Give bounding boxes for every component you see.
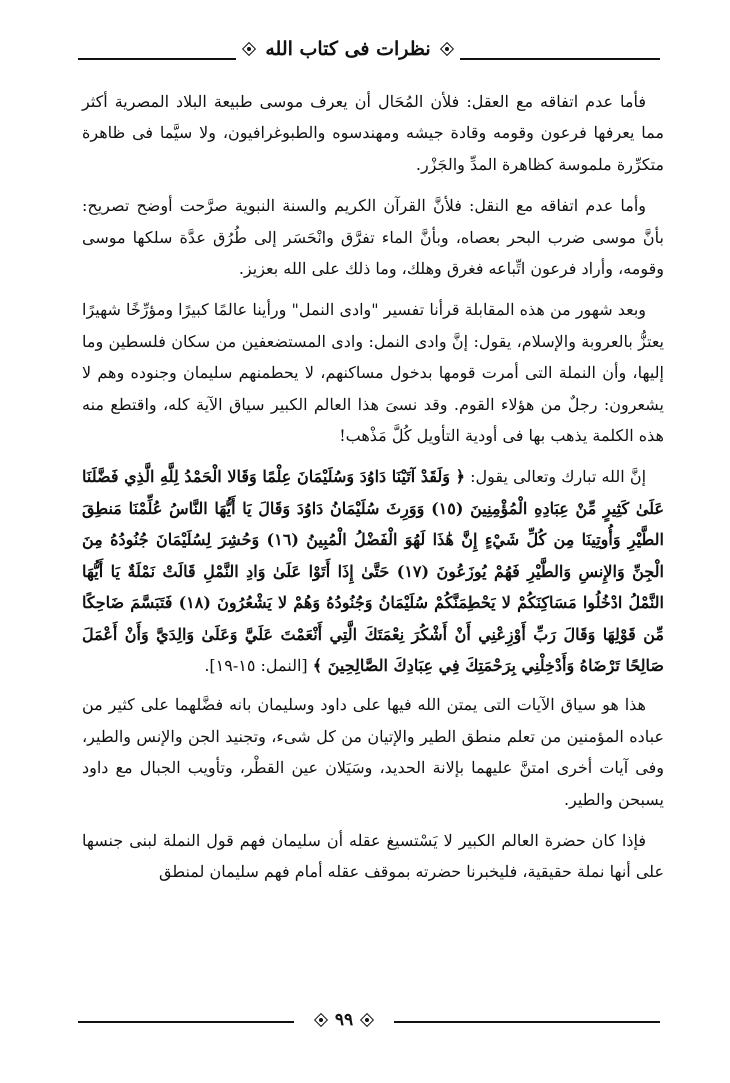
verse-reference: [النمل: ١٥-١٩]. (204, 655, 313, 675)
header-rule-right (460, 58, 660, 60)
footer-rule-left (78, 1021, 294, 1023)
paragraph-1: فأما عدم اتفاقه مع العقل: فلأن المُحَال أن يعرف موسى طبيعة البلاد المصرية أكثر مما يعرفها فرعون وقومه وقادة جيشه ومهندسوه والطبوغرافيون، ولا سيَّما فى ظاهرة متكرِّرة ملموسة كظاهرة المدِّ والجَزْر. (82, 92, 664, 174)
page-body (82, 86, 664, 898)
paragraph-3: وبعد شهور من هذه المقابلة قرأنا تفسير "وادى النمل" ورأينا عالمًا كبيرًا ومؤرِّخًا شهيرًا يعتزُّ بالعروبة والإسلام، يقول: إنَّ وادى النمل: وادى المستضعفين من سكان فلسطين وما إليها، وأن النملة التى أمرت قومها بدخول مساكنهم، لا يحطمنهم سليمان وجنوده وهم لا يشعرون: رجلٌ من هؤلاء القوم. وقد نسىَ هذا العالم الكبير سياق الآية كله، واقتطع منه هذه الكلمة يذهب بها فى أودية التأويل كُلَّ مَذْهب! (82, 300, 664, 446)
paragraph-4 (82, 461, 664, 681)
header-title-group (236, 38, 460, 60)
page-footer (0, 1006, 730, 1046)
running-header (0, 32, 730, 72)
paragraph-2: وأما عدم اتفاقه مع النقل: فلأنَّ القرآن الكريم والسنة النبوية صرَّحت أوضح تصريح: بأنَّ موسى ضرب البحر بعصاه، وبأنَّ الماء تفرَّق وانْحَسَر إلى طُرُق عدَّة سلكها موسى وقومه، وأراد فرعون اتِّباعه فغرق وهلك، وما ذلك على الله بعزيز. (82, 196, 664, 279)
quote-intro: إنَّ الله تبارك وتعالى يقول: (464, 467, 647, 487)
flower-ornament-icon (439, 41, 455, 57)
flower-ornament-icon (313, 1012, 329, 1028)
flower-ornament-icon (359, 1012, 375, 1028)
flower-ornament-icon (241, 41, 257, 57)
quran-verses: ﴿ وَلَقَدْ آتَيْنَا دَاوُدَ وَسُلَيْمَانَ عِلْمًا وَقَالا الْحَمْدُ لِلَّهِ الَّذِي فَضَّلَنَا عَلَىٰ كَثِيرٍ مِّنْ عِبَادِهِ الْمُؤْمِنِينَ (١٥) وَوَرِثَ سُلَيْمَانُ دَاوُدَ وَقَالَ يَا أَيُّهَا النَّاسُ عُلِّمْنَا مَنطِقَ الطَّيْرِ وَأُوتِينَا مِن كُلِّ شَيْءٍ إِنَّ هَٰذَا لَهُوَ الْفَضْلُ الْمُبِينُ (١٦) وَحُشِرَ لِسُلَيْمَانَ جُنُودُهُ مِنَ الْجِنِّ وَالإِنسِ وَالطَّيْرِ فَهُمْ يُوزَعُونَ (١٧) حَتَّىٰ إِذَا أَتَوْا عَلَىٰ وَادِ النَّمْلِ قَالَتْ نَمْلَةٌ يَا أَيُّهَا النَّمْلُ ادْخُلُوا مَسَاكِنَكُمْ لا يَحْطِمَنَّكُمْ سُلَيْمَانُ وَجُنُودُهُ وَهُمْ لا يَشْعُرُونَ (١٨) فَتَبَسَّمَ ضَاحِكًا مِّن قَوْلِهَا وَقَالَ رَبِّ أَوْزِعْنِي أَنْ أَشْكُرَ نِعْمَتَكَ الَّتِي أَنْعَمْتَ عَلَيَّ وَعَلَىٰ وَالِدَيَّ وَأَنْ أَعْمَلَ صَالِحًا تَرْضَاهُ وَأَدْخِلْنِي بِرَحْمَتِكَ فِي عِبَادِكَ الصَّالِحِينَ ﴾ (82, 467, 665, 675)
footer-rule-right (394, 1021, 660, 1023)
footer-number-group (294, 1010, 394, 1030)
paragraph-6: فإذا كان حضرة العالم الكبير لا يَسْتسيغ عقله أن سليمان فهم قول النملة لبنى جنسها على أنها نملة حقيقية، فليخبرنا حضرته بموقف عقله أمام فهم سليمان لمنطق (82, 830, 664, 882)
header-rule-left (78, 58, 236, 60)
running-title: نظرات فى كتاب الله (265, 38, 431, 60)
page-number: ٩٩ (334, 1010, 354, 1030)
paragraph-5: هذا هو سياق الآيات التى يمتن الله فيها على داود وسليمان بانه فضَّلهما على كثير من عباده المؤمنين من تعلم منطق الطير والإتيان من كل شىء، وتجنيد الجن والإنس والطير، وفى آيات أخرى امتنَّ عليهما بإلانة الحديد، وسَيَلان عين القطْر، وتأويب الجبال مع داود يسبحن والطير. (82, 695, 664, 809)
